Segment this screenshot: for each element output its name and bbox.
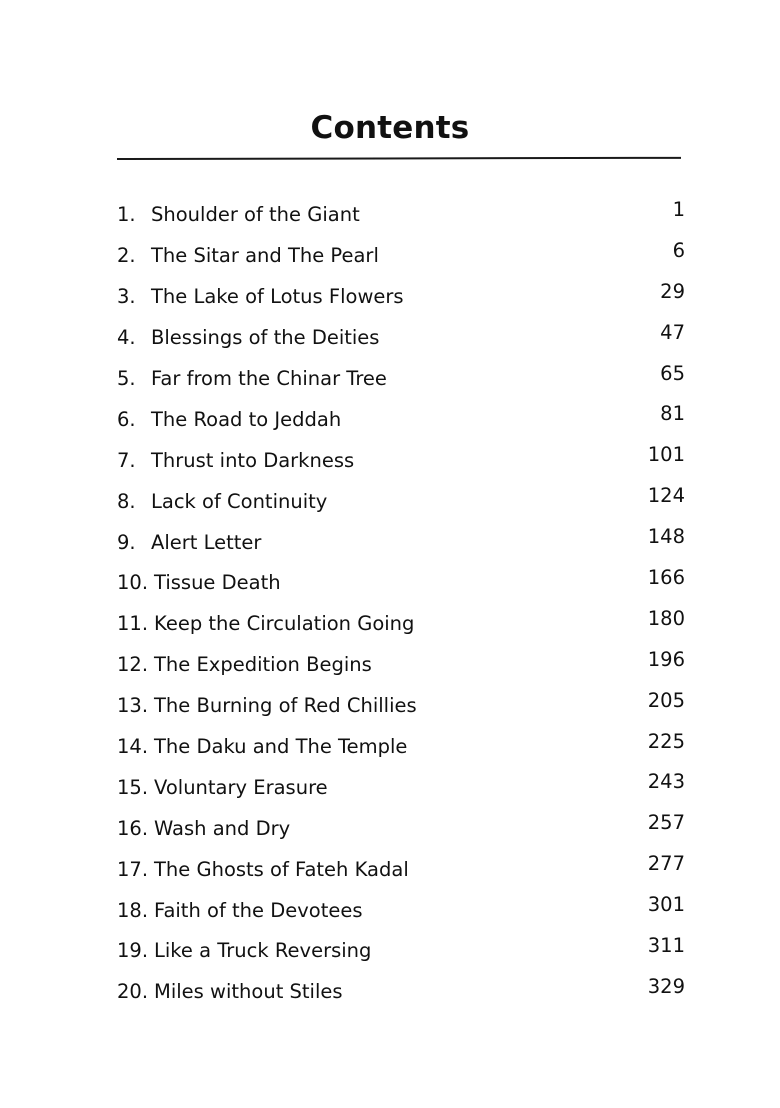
toc-entry: [117, 522, 685, 563]
toc-entry-page: 257: [647, 811, 685, 835]
toc-entry-page: 6: [672, 238, 685, 262]
toc-entry-number: 8.: [117, 489, 136, 513]
toc-entry: [117, 604, 685, 645]
toc-entry-number: 3.: [117, 285, 136, 309]
toc-entry-title: Miles without Stiles: [154, 980, 343, 1004]
toc-entry: [117, 727, 685, 768]
toc-entry-page: 196: [647, 647, 685, 671]
toc-entry-page: 277: [647, 852, 685, 876]
toc-entry-page: 243: [647, 770, 685, 794]
toc-entry-number: 2.: [117, 244, 136, 268]
page-title: Contents: [310, 110, 470, 146]
toc-entry-page: 166: [647, 566, 685, 590]
toc-entry-number: 9.: [117, 530, 136, 554]
toc-entry-title: Like a Truck Reversing: [154, 939, 372, 963]
toc-entry-page: 329: [647, 974, 685, 998]
table-of-contents: [117, 195, 685, 1013]
toc-entry-page: 180: [647, 606, 685, 630]
title-underline: [117, 157, 681, 160]
toc-entry-title: Tissue Death: [154, 571, 281, 595]
toc-entry: [117, 440, 685, 481]
toc-entry: [117, 399, 685, 440]
toc-entry: [117, 318, 685, 359]
toc-entry-title: The Expedition Begins: [154, 653, 372, 677]
toc-entry-title: The Daku and The Temple: [154, 735, 408, 759]
toc-entry-title: Blessings of the Deities: [151, 326, 380, 350]
toc-entry-title: Shoulder of the Giant: [151, 203, 360, 227]
toc-entry-page: 124: [647, 484, 685, 508]
toc-entry: [117, 767, 685, 808]
toc-entry-title: Faith of the Devotees: [154, 898, 363, 922]
toc-entry-number: 11.: [117, 612, 149, 636]
toc-entry-number: 6.: [117, 407, 136, 431]
toc-entry-title: The Sitar and The Pearl: [151, 244, 379, 268]
toc-entry-number: 16.: [117, 816, 149, 840]
toc-entry-number: 1.: [117, 203, 136, 227]
toc-entry: [117, 481, 685, 522]
toc-entry-number: 14.: [117, 735, 149, 759]
toc-entry-page: 47: [660, 320, 685, 344]
toc-entry-page: 101: [647, 443, 685, 467]
toc-entry-title: Thrust into Darkness: [151, 448, 355, 472]
toc-entry-page: 205: [647, 688, 685, 712]
toc-entry-title: The Burning of Red Chillies: [154, 694, 417, 718]
toc-entry-page: 301: [647, 893, 685, 917]
toc-entry-title: Lack of Continuity: [151, 489, 328, 513]
toc-entry-title: Wash and Dry: [154, 816, 291, 840]
toc-entry: [117, 236, 685, 277]
toc-entry: [117, 563, 685, 604]
toc-entry-number: 15.: [117, 775, 149, 799]
toc-entry: [117, 890, 685, 931]
toc-entry: [117, 359, 685, 400]
toc-entry-title: The Lake of Lotus Flowers: [151, 285, 404, 309]
toc-entry: [117, 277, 685, 318]
toc-entry: [117, 195, 685, 236]
toc-entry-number: 20.: [117, 980, 149, 1004]
toc-entry-title: The Ghosts of Fateh Kadal: [154, 857, 409, 881]
toc-entry-number: 10.: [117, 571, 149, 595]
toc-entry-title: Far from the Chinar Tree: [151, 367, 387, 390]
toc-entry-title: Voluntary Erasure: [154, 775, 328, 799]
toc-entry-page: 1: [672, 198, 685, 221]
toc-entry-number: 19.: [117, 939, 149, 963]
toc-entry-page: 311: [647, 934, 685, 958]
toc-entry-page: 148: [647, 525, 685, 549]
toc-entry: [117, 849, 685, 890]
toc-entry: [117, 972, 685, 1013]
toc-entry: [117, 686, 685, 727]
toc-entry-page: 225: [647, 729, 685, 753]
toc-entry-title: Alert Letter: [151, 530, 262, 554]
toc-entry: [117, 808, 685, 849]
toc-entry: [117, 931, 685, 972]
toc-entry-number: 13.: [117, 694, 149, 718]
toc-entry-number: 7.: [117, 448, 136, 472]
toc-entry-title: Keep the Circulation Going: [154, 612, 415, 636]
toc-entry-number: 5.: [117, 367, 136, 390]
toc-entry: [117, 645, 685, 686]
toc-entry-page: 65: [660, 361, 685, 385]
toc-entry-page: 81: [660, 402, 685, 426]
toc-entry-number: 12.: [117, 653, 149, 677]
toc-entry-number: 17.: [117, 857, 149, 881]
toc-entry-number: 4.: [117, 326, 136, 350]
toc-entry-page: 29: [660, 279, 685, 303]
toc-entry-title: The Road to Jeddah: [151, 407, 342, 431]
toc-entry-number: 18.: [117, 898, 149, 922]
